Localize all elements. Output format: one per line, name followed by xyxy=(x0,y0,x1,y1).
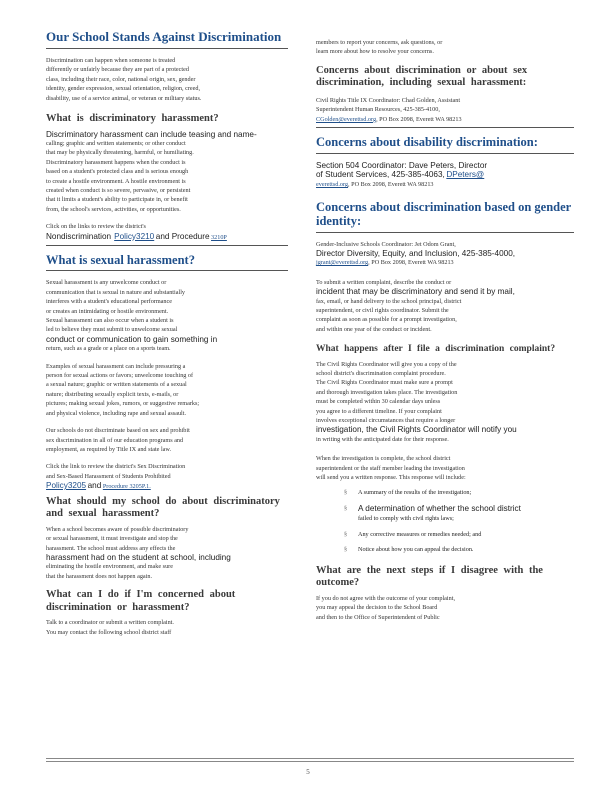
right-column xyxy=(316,38,574,622)
should-paragraph xyxy=(46,525,288,581)
disability-address-line xyxy=(316,180,574,189)
text-line: The Civil Rights Coordinator will give you a copy of the xyxy=(316,360,457,368)
section-rule xyxy=(316,153,574,154)
discrim-paragraph xyxy=(46,130,288,215)
section-rule xyxy=(46,270,288,271)
text-line: Sexual harassment is any unwelcome conduct or xyxy=(46,279,167,287)
text-line: and physical violence, including rape and sexual assault. xyxy=(46,409,187,417)
text-line: or sexual harassment, it must investigate and stop the xyxy=(46,535,178,543)
text-line: in writing with the anticipated date for their response. xyxy=(316,435,449,443)
contact-text: of Student Services, 425-385-4063, xyxy=(316,170,445,179)
list-item xyxy=(344,488,574,497)
dpeters-email-domain-link[interactable]: everettsd.org xyxy=(316,181,349,189)
text-line: that the harassment does not happen again. xyxy=(46,572,153,580)
text-line: pictures; making sexual jokes, rumors, or suggestive remarks; xyxy=(46,400,200,408)
footer-rule xyxy=(46,758,574,762)
cgolden-email-link[interactable]: CGolden@everettsd.org xyxy=(316,115,377,123)
address-text: , PO Box 2098, Everett WA 98213 xyxy=(368,259,454,267)
heading-after-filing: What happens after I file a discrimination complaint? xyxy=(316,344,556,355)
jgrant-email-link[interactable]: jgrant@everettsd.org xyxy=(316,259,369,267)
text-line: identity, gender expression, sexual orientation, religion, creed, xyxy=(46,85,201,93)
text-line: will send you a written response. This response will include: xyxy=(316,474,466,482)
procedure-3210p-link[interactable]: 3210P xyxy=(211,233,227,241)
text-line: involves exceptional circumstances that require a longer xyxy=(316,417,456,425)
text-line: incident that may be discriminatory and send it by mail, xyxy=(316,287,515,297)
text-line: Civil Rights Title IX Coordinator: Chad Golden, Assistant xyxy=(316,97,461,104)
list-item-text xyxy=(358,504,521,524)
text-line: Sexual harassment can also occur when a student is xyxy=(46,317,174,325)
list-item-text-large: A determination of whether the school district xyxy=(358,503,521,513)
heading-what-should-school-do: What should my school do about discriminatory and sexual harassment? xyxy=(46,495,280,520)
text-line: employment, as required by Title IX and state law. xyxy=(46,445,172,453)
bullet-icon: § xyxy=(344,489,348,497)
text-line: When a school becomes aware of possible discriminatory xyxy=(46,525,189,533)
text-line: Section 504 Coordinator: Dave Peters, Director xyxy=(316,160,488,170)
text-line: When the investigation is complete, the school district xyxy=(316,455,451,463)
text-line: that may be physically threatening, harmful, or humiliating. xyxy=(46,149,194,157)
text-line: learn more about how to resolve your concerns. xyxy=(316,48,434,56)
and-text: and xyxy=(87,481,102,491)
page-number: 5 xyxy=(306,768,310,776)
title-ix-contact-line xyxy=(316,115,574,124)
list-item-text: Notice about how you can appeal the decision. xyxy=(358,546,474,554)
heading-gender-identity-discrimination: Concerns about discrimination based on gender identity: xyxy=(316,199,572,229)
text-line: created when conduct is so severe, pervasive, or persistent xyxy=(46,187,191,194)
text-line: led to believe they must submit to unwelcome sexual xyxy=(46,326,178,334)
nondiscrimination-text: Nondiscrimination xyxy=(46,231,112,241)
text-line: a sexual nature; graphic or written statements of a sexual xyxy=(46,381,187,389)
text-line: harassment. The school must address any effects the xyxy=(46,544,176,552)
text-line: class, including their race, color, national origin, sex, gender xyxy=(46,75,196,83)
text-line: harassment had on the student at school, including xyxy=(46,552,231,562)
heading-what-can-i-do: What can I do if I'm concerned about discrimination or harassment? xyxy=(46,589,236,613)
policy-3210-link[interactable]: Policy3210 xyxy=(114,231,155,241)
text-line: school district's discrimination complaint procedure. xyxy=(316,370,446,378)
list-item xyxy=(344,530,574,539)
text-line: and Sex-Based Harassment of Students Prohibited xyxy=(46,472,171,480)
text-line: and then to the Office of Superintendent of Public xyxy=(316,613,440,621)
text-line: Click on the links to review the district's xyxy=(46,223,146,231)
text-line: members to report your concerns, ask questions, or xyxy=(316,39,443,46)
text-line: nature; distributing sexually explicit texts, e-mails, or xyxy=(46,390,179,398)
text-line: calling; graphic and written statements; or other conduct xyxy=(46,139,186,147)
gender-contact-line xyxy=(316,258,574,267)
address-text: , PO Box 2098, Everett WA 98213 xyxy=(348,181,434,189)
text-line: superintendent, or civil rights coordinator. Submit the xyxy=(316,307,449,314)
text-line: based on a student's protected class and is serious enough xyxy=(46,168,189,176)
section-rule xyxy=(316,232,574,233)
sexual-paragraph-1 xyxy=(46,278,288,353)
text-line: and thorough investigation takes place. The investigation xyxy=(316,388,458,396)
policy-3205-link[interactable]: Policy3205 xyxy=(46,481,87,491)
text-line: to create a hostile environment. A hostile environment is xyxy=(46,177,186,185)
text-line: Superintendent Human Resources, 425-385-4100, xyxy=(316,106,440,114)
section-rule xyxy=(46,245,288,246)
text-line: investigation, the Civil Rights Coordinator will notify you xyxy=(316,425,517,435)
text-line: communication that is sexual in nature and substantially xyxy=(46,288,186,296)
heading-next-steps: What are the next steps if I disagree with the outcome? xyxy=(316,564,543,589)
list-item xyxy=(344,504,574,524)
text-line: from, the school's services, activities, or opportunities. xyxy=(46,205,181,213)
text-line: Gender-Inclusive Schools Coordinator: Jet Odom Grant, xyxy=(316,240,456,248)
heading-discriminatory-harassment: What is discriminatory harassment? xyxy=(46,112,219,124)
sexual-paragraph-2 xyxy=(46,362,288,418)
list-item-text-small: failed to comply with civil rights laws; xyxy=(358,515,454,523)
list-item-text: A summary of the results of the investigation; xyxy=(358,489,472,497)
text-line: or creates an intimidating or hostile environment. xyxy=(46,307,169,315)
left-column xyxy=(46,30,288,637)
address-text: , PO Box 2098, Everett WA 98213 xyxy=(376,115,462,123)
text-line: Talk to a coordinator or submit a written complaint. xyxy=(46,619,174,627)
and-procedure-text: and Procedure xyxy=(155,231,210,241)
text-line: you agree to a different timeline. If your complaint xyxy=(316,407,442,415)
intro-paragraph xyxy=(46,56,288,103)
heading-sexual-harassment: What is sexual harassment? xyxy=(46,253,195,268)
text-line: Director Diversity, Equity, and Inclusion, 425-385-4000, xyxy=(316,248,516,258)
title-rule xyxy=(46,48,288,49)
text-line: eliminating the hostile environment, and make sure xyxy=(46,563,173,571)
text-line: fax, email, or hand delivery to the school principal, district xyxy=(316,297,462,305)
text-line: To submit a written complaint, describe the conduct or xyxy=(316,278,452,286)
text-line: If you do not agree with the outcome of your complaint, xyxy=(316,594,456,602)
text-line: differently or unfairly because they are part of a protected xyxy=(46,66,189,74)
text-line: conduct or communication to gain something in xyxy=(46,334,218,344)
text-line: Our schools do not discriminate based on sex and prohibit xyxy=(46,427,190,435)
text-line: Discriminatory harassment happens when the conduct is xyxy=(46,158,186,166)
bullet-icon: § xyxy=(344,530,348,538)
text-line: and within one year of the conduct or incident. xyxy=(316,325,432,333)
procedure-3205p-link[interactable]: Procedure 3205P.1. xyxy=(102,483,151,491)
bullet-icon: § xyxy=(344,546,348,554)
text-line: you may appeal the decision to the School Board xyxy=(316,604,438,612)
text-line: Examples of sexual harassment can include pressuring a xyxy=(46,362,186,370)
file-paragraph xyxy=(316,360,574,445)
text-line: person for sexual actions or favors; unwelcome touching of xyxy=(46,372,194,380)
page-title: Our School Stands Against Discrimination xyxy=(46,29,282,44)
text-line: Discriminatory harassment can include teasing and name- xyxy=(46,129,257,139)
dpeters-email-link[interactable]: DPeters@ xyxy=(446,170,485,179)
disability-contact-line xyxy=(316,170,574,180)
text-line: Click the link to review the district's Sex Discrimination xyxy=(46,463,186,471)
list-item xyxy=(344,545,574,554)
list-item-text: Any corrective measures or remedies needed; and xyxy=(358,530,482,538)
text-line: The Civil Rights Coordinator must make sure a prompt xyxy=(316,379,453,387)
heading-sex-discrimination-concerns: Concerns about discrimination or about sex discrimination, including sexual harassment: xyxy=(316,64,528,89)
text-line: complaint as soon as possible for a prompt investigation, xyxy=(316,316,457,324)
text-line: You may contact the following school district staff xyxy=(46,628,172,636)
sexual-paragraph-3 xyxy=(46,426,288,454)
bullet-icon: § xyxy=(344,504,348,512)
text-line: must be completed within 30 calendar days unless xyxy=(316,398,441,406)
heading-disability-discrimination: Concerns about disability discrimination: xyxy=(316,135,538,150)
policy-3205-line xyxy=(46,481,288,491)
policy-links-line xyxy=(46,232,288,242)
text-line: disability, use of a service animal, or veteran or military status. xyxy=(46,94,202,102)
text-line: return, such as a grade or a place on a sports team. xyxy=(46,345,171,353)
text-line: superintendent or the staff member leading the investigation xyxy=(316,464,465,472)
section-rule xyxy=(316,127,574,128)
text-line: Discrimination can happen when someone is treated xyxy=(46,56,176,64)
text-line: sex discrimination in all of our education programs and xyxy=(46,436,184,444)
text-line: that it limits a student's ability to participate in, or benefit xyxy=(46,196,188,204)
text-line: interferes with a student's educational performance xyxy=(46,298,173,306)
